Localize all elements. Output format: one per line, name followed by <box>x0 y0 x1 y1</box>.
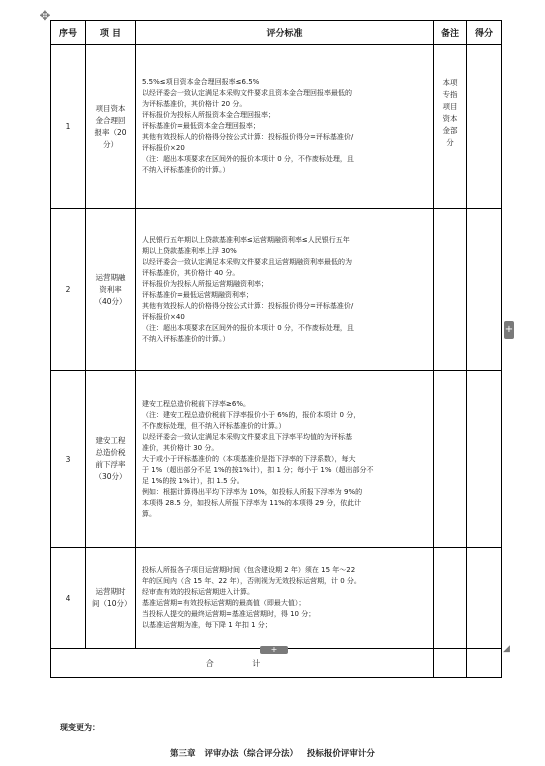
criteria-line: 评标报价×20 <box>142 144 185 152</box>
add-column-icon[interactable]: + <box>504 321 514 339</box>
criteria-line: 经审查有效的投标运营期进入计算。 <box>142 588 254 596</box>
row-score-cell[interactable] <box>467 45 502 209</box>
criteria-line: 为评标基准价，其价格计 20 分。 <box>142 100 247 108</box>
row-criteria <box>136 548 434 649</box>
add-row-icon[interactable]: + <box>260 646 288 654</box>
header-note: 备注 <box>434 21 467 45</box>
criteria-line: 不作废标处理，但不纳入评标基准价的计算。） <box>142 421 286 430</box>
resize-handle-icon[interactable]: ◢ <box>503 644 510 654</box>
criteria-line: 大于或小于评标基准价的（本项基准价是指下浮率的下浮系数），每大 <box>142 454 356 463</box>
criteria-line: 以基准运营期为准，每下降 1 年扣 1 分； <box>142 621 272 629</box>
criteria-line: 不纳入评标基准价的计算。） <box>142 166 230 174</box>
criteria-line: 其他有效投标人的价格得分按公式计算：投标报价得分=评标基准价/ <box>142 301 354 310</box>
criteria-line: 于 1%（超出部分不足 1%的按1%计），扣 1 分；每小于 1%（超出部分不 <box>142 465 374 474</box>
row-note <box>434 209 467 371</box>
move-anchor-icon[interactable]: ✥ <box>39 9 51 24</box>
table-row <box>51 209 502 371</box>
criteria-line: 人民银行五年期以上贷款基准利率≤运营期融资利率≤人民银行五年 <box>142 235 350 244</box>
total-note-cell[interactable] <box>434 649 467 678</box>
criteria-line: 其他有效投标人的价格得分按公式计算：投标报价得分=评标基准价/ <box>142 133 354 141</box>
row-criteria <box>136 371 434 548</box>
criteria-line: （注：超出本项要求在区间外的报价本项计 0 分，不作废标处理，且 <box>142 155 354 163</box>
scoring-table <box>50 20 502 678</box>
table-row <box>51 548 502 649</box>
criteria-line: 以经评委会一致认定满足本采购文件要求且资本金合理回报率最低的 <box>142 89 352 97</box>
header-score: 得分 <box>467 21 502 45</box>
criteria-line: 当投标人提交的最终运营期=基准运营期时，得 10 分； <box>142 610 316 618</box>
criteria-line: 评标报价×40 <box>142 312 185 321</box>
total-score-cell[interactable] <box>467 649 502 678</box>
criteria-line: 足 1%的按 1%计），扣 1.5 分。 <box>142 476 244 485</box>
criteria-line: 本项得 28.5 分，如投标人所报下浮率为 11%的本项得 29 分，依此计 <box>142 498 362 507</box>
criteria-line: 以经评委会一致认定满足本采购文件要求且下浮率平均值的为评标基 <box>142 432 352 441</box>
table-row <box>51 371 502 548</box>
change-note: 现变更为： <box>60 723 100 732</box>
row-item: 运营期融资利率（40分） <box>86 209 136 371</box>
criteria-line: 例如：根据计算得出平均下浮率为 10%，如投标人所报下浮率为 9%的 <box>142 487 363 496</box>
row-note <box>434 371 467 548</box>
criteria-line: 投标人所报各子项目运营期时间（包含建设期 2 年）须在 15 年～22 <box>142 566 356 574</box>
total-label: 合 计 <box>51 649 434 678</box>
row-score-cell[interactable] <box>467 548 502 649</box>
row-score-cell[interactable] <box>467 371 502 548</box>
criteria-line: （注：建安工程总造价税前下浮率报价小于 6%的，报价本项计 0 分， <box>142 410 361 419</box>
criteria-line: 以经评委会一致认定满足本采购文件要求且运营期融资利率最低的为 <box>142 257 352 266</box>
table-row <box>51 45 502 209</box>
row-item: 建安工程总造价税前下浮率（30分） <box>86 371 136 548</box>
criteria-line: 5.5%≤项目资本金合理回报率≤6.5% <box>142 78 260 86</box>
criteria-line: 不纳入评标基准价的计算。） <box>142 334 230 343</box>
header-item: 项 目 <box>86 21 136 45</box>
header-criteria: 评分标准 <box>136 21 434 45</box>
criteria-line: 准价，其价格计 30 分。 <box>142 443 219 452</box>
criteria-line: 期以上贷款基准利率上浮 30% <box>142 246 237 255</box>
row-item: 运营期时间（10分） <box>86 548 136 649</box>
criteria-line: 评标基准价=最低资本金合理回报率； <box>142 122 260 130</box>
row-criteria <box>136 45 434 209</box>
criteria-line: 评标基准价，其价格计 40 分。 <box>142 268 240 277</box>
criteria-line: 基准运营期=有效投标运营期的最高值（即最大值）； <box>142 599 306 607</box>
criteria-line: 年的区间内（含 15 年、22 年），否则视为无效投标运营期，计 0 分。 <box>142 577 361 585</box>
criteria-line: 评标基准价=最低运营期融资利率； <box>142 290 253 299</box>
header-num: 序号 <box>51 21 86 45</box>
row-score-cell[interactable] <box>467 209 502 371</box>
criteria-line: 建安工程总造价税前下浮率≥6%。 <box>142 399 250 408</box>
row-number: 4 <box>51 548 86 649</box>
row-criteria <box>136 209 434 371</box>
criteria-line: （注：超出本项要求在区间外的报价本项计 0 分，不作废标处理，且 <box>142 323 354 332</box>
table-header-row <box>51 21 502 45</box>
row-number: 3 <box>51 371 86 548</box>
criteria-line: 算。 <box>142 509 156 518</box>
chapter-title: 第三章 评审办法（综合评分法） 投标报价评审计分 <box>170 749 375 759</box>
row-note <box>434 548 467 649</box>
row-number: 1 <box>51 45 86 209</box>
row-number: 2 <box>51 209 86 371</box>
row-note: 本项专指项目资本金部分 <box>434 45 467 209</box>
criteria-line: 评标报价为投标人所报运营期融资利率； <box>142 279 268 288</box>
row-item: 项目资本金合理回报率（20分） <box>86 45 136 209</box>
criteria-line: 评标报价为投标人所报资本金合理回报率； <box>142 111 275 119</box>
